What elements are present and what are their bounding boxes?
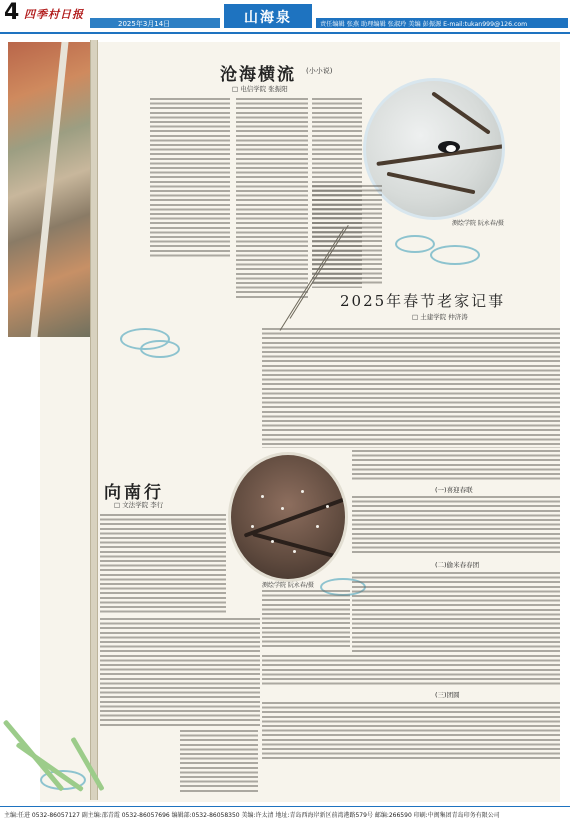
editors-info: 责任编辑 张燕 助理编辑 张淑玲 美编 彭振源 E-mail:tukan999@126.com — [320, 21, 528, 28]
article-3-text — [100, 618, 260, 728]
snow-dot — [316, 525, 319, 528]
aerial-photo — [8, 42, 92, 337]
page-footer — [0, 806, 570, 820]
subhead-2: (二)偷米春春团 — [432, 560, 482, 569]
snow-dot — [301, 490, 304, 493]
header-rule — [0, 32, 570, 34]
article-2-text — [352, 572, 560, 652]
footer-info: 主编:任进 0532-86057127 副主编:邵青霞 0532-86057696 编辑部:0532-86058350 美编:许太清 地址:青岛西海岸新区前湾港路579号 邮编:266590 印刷:中闽集团青岛印务有限公司 — [4, 812, 500, 819]
branch — [252, 532, 348, 562]
article-2-text — [262, 328, 560, 448]
article-2-text — [262, 702, 560, 762]
snow-dot — [251, 525, 254, 528]
article-3-text — [180, 730, 258, 794]
snow-branches-photo — [228, 452, 348, 582]
snow-dot — [271, 540, 274, 543]
snow-dot — [281, 507, 284, 510]
article-2-byline: □ 土建学院 仲济涛 — [412, 313, 468, 321]
article-3-text — [100, 514, 226, 614]
article-1-text — [150, 98, 230, 258]
scroll-rod — [90, 40, 98, 800]
article-1-text — [236, 98, 308, 298]
article-2-text — [262, 655, 560, 685]
article-3-text — [262, 590, 350, 650]
article-1-text — [312, 185, 382, 285]
branch — [387, 172, 476, 195]
editors-bar — [316, 18, 568, 28]
section-tab — [224, 4, 312, 28]
article-3-title: 向南行 — [104, 483, 164, 503]
article-3-byline: □ 文法学院 李行 — [114, 501, 164, 509]
snow-dot — [326, 505, 329, 508]
page-number: 4 — [4, 0, 20, 25]
cloud-decor — [140, 340, 180, 358]
article-1-title: 沧海横流 — [220, 65, 296, 85]
section-title: 山海泉 — [244, 10, 292, 26]
branch — [244, 496, 348, 537]
road-in-photo — [30, 42, 68, 337]
photo-credit-2: 测绘学院 阮永春/摄 — [262, 582, 314, 589]
article-2-text — [352, 496, 560, 556]
article-2-text — [352, 450, 560, 480]
snow-dot — [261, 495, 264, 498]
subhead-1: (一)喜迎春联 — [432, 485, 476, 494]
issue-date: 2025年3月14日 — [118, 20, 171, 28]
cloud-decor — [395, 235, 435, 253]
cloud-decor — [430, 245, 480, 265]
subhead-3: (三)团圆 — [432, 690, 463, 699]
page-header — [0, 0, 570, 36]
photo-credit-1: 测绘学院 阮永春/摄 — [452, 220, 504, 227]
branch — [431, 91, 491, 134]
snow-dot — [293, 550, 296, 553]
article-1-byline: □ 电信学院 张振阳 — [232, 85, 288, 93]
paper-name: 四季村日报 — [24, 8, 84, 21]
magpie-photo — [363, 78, 505, 220]
article-2-title: 2025年春节老家记事 — [340, 292, 506, 310]
article-1-title-note: (小小说) — [306, 67, 333, 75]
magpie-belly — [446, 145, 456, 152]
